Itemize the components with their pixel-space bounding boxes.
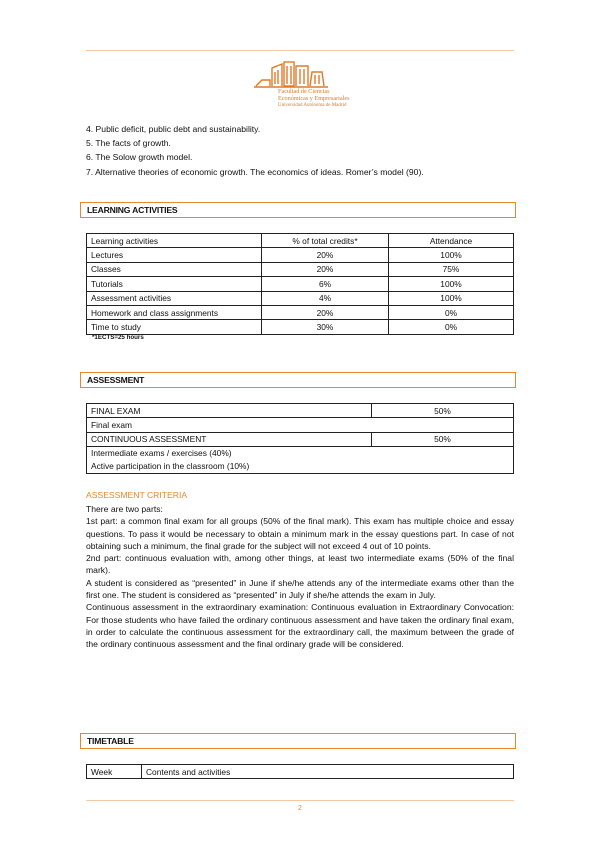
continuous-item: Intermediate exams / exercises (40%) [91, 448, 232, 459]
table-cell: 75% [389, 262, 514, 276]
column-header: % of total credits* [262, 234, 389, 248]
table-row [87, 320, 514, 334]
list-item: 6. The Solow growth model. [86, 152, 193, 163]
table-row [87, 305, 514, 319]
criteria-paragraph: There are two parts: [86, 504, 163, 514]
table-row [87, 277, 514, 291]
column-header: Attendance [389, 234, 514, 248]
continuous-assessment-label: CONTINUOUS ASSESSMENT [87, 432, 372, 446]
table-row [87, 248, 514, 262]
table-cell: 0% [389, 305, 514, 319]
table-cell: 30% [262, 320, 389, 334]
table-row [87, 418, 514, 432]
continuous-item: Active participation in the classroom (10%) [91, 461, 250, 472]
table-cell: 6% [262, 277, 389, 291]
table-row [87, 447, 514, 474]
assessment-criteria-text [86, 503, 514, 651]
logo-line-1: Facultad de Ciencias [278, 88, 330, 95]
table-header-row [87, 765, 514, 779]
final-exam-percentage: 50% [372, 404, 514, 418]
list-item: 5. The facts of growth. [86, 138, 171, 149]
table-cell: Lectures [87, 248, 262, 262]
table-cell: Time to study [87, 320, 262, 334]
learning-activities-table [86, 233, 514, 335]
table-row [87, 404, 514, 418]
table-cell: 100% [389, 277, 514, 291]
table-cell: 20% [262, 248, 389, 262]
continuous-assessment-detail [87, 447, 514, 474]
table-cell: Classes [87, 262, 262, 276]
table-cell: 4% [262, 291, 389, 305]
final-exam-detail: Final exam [87, 418, 514, 432]
section-heading-timetable: TIMETABLE [80, 733, 516, 749]
logo-caption [278, 88, 349, 109]
table-cell: Tutorials [87, 277, 262, 291]
table-header-row [87, 234, 514, 248]
column-header: Learning activities [87, 234, 262, 248]
table-row [87, 432, 514, 446]
table-cell: 20% [262, 262, 389, 276]
contents-list [86, 122, 516, 179]
column-header: Contents and activities [142, 765, 514, 779]
table-cell: Homework and class assignments [87, 305, 262, 319]
table-cell: 20% [262, 305, 389, 319]
ects-footnote: *1ECTS=25 hours [92, 334, 144, 341]
list-item: 4. Public deficit, public debt and sustainability. [86, 124, 261, 134]
header-rule [86, 50, 514, 51]
table-cell: Assessment activities [87, 291, 262, 305]
table-row [87, 291, 514, 305]
criteria-paragraph: 2nd part: continuous evaluation with, among other things, at least two intermediate exams (50% of the final mark). [86, 553, 514, 576]
logo-line-2: Económicas y Empresariales [278, 95, 350, 102]
continuous-assessment-percentage: 50% [372, 432, 514, 446]
assessment-table [86, 403, 514, 474]
page-number: 2 [298, 805, 302, 812]
final-exam-label: FINAL EXAM [87, 404, 372, 418]
table-cell: 0% [389, 320, 514, 334]
table-row [87, 262, 514, 276]
timetable-table [86, 764, 514, 779]
logo-line-3: Universidad Autónoma de Madrid [278, 103, 347, 108]
criteria-paragraph: 1st part: a common final exam for all groups (50% of the final mark). This exam has multiple choice and essay questions. To pass it would be necessary to obtain a minimum mark in the essay questions part. In case of not obtaining such a minimum, the final grade for the subject will not exceed 4 out of 10 points. [86, 516, 514, 551]
table-cell: 100% [389, 291, 514, 305]
section-heading-learning-activities: LEARNING ACTIVITIES [80, 202, 516, 218]
section-heading-assessment: ASSESSMENT [80, 372, 516, 388]
list-item: 7. Alternative theories of economic growth. The economics of ideas. Romer’s model (90). [86, 166, 424, 177]
footer-rule [86, 800, 514, 801]
column-header: Week [87, 765, 142, 779]
criteria-paragraph: A student is considered as “presented” in June if she/he attends any of the intermediate exams other than the first one. The student is considered as “presented” in July if she/he attends the exam in July. [86, 577, 514, 601]
table-cell: 100% [389, 248, 514, 262]
criteria-paragraph: Continuous assessment in the extraordinary examination: Continuous evaluation in Extraordinary Convocation: For those students who have failed the ordinary continuous assessment and have taken the ordinary final exam, in order to calculate the continuous assessment for the extraordinary call, the maximum between the grade of the ordinary continuous assessment and the final ordinary grade will be considered. [86, 602, 514, 650]
assessment-criteria-title: ASSESSMENT CRITERIA [86, 490, 188, 500]
